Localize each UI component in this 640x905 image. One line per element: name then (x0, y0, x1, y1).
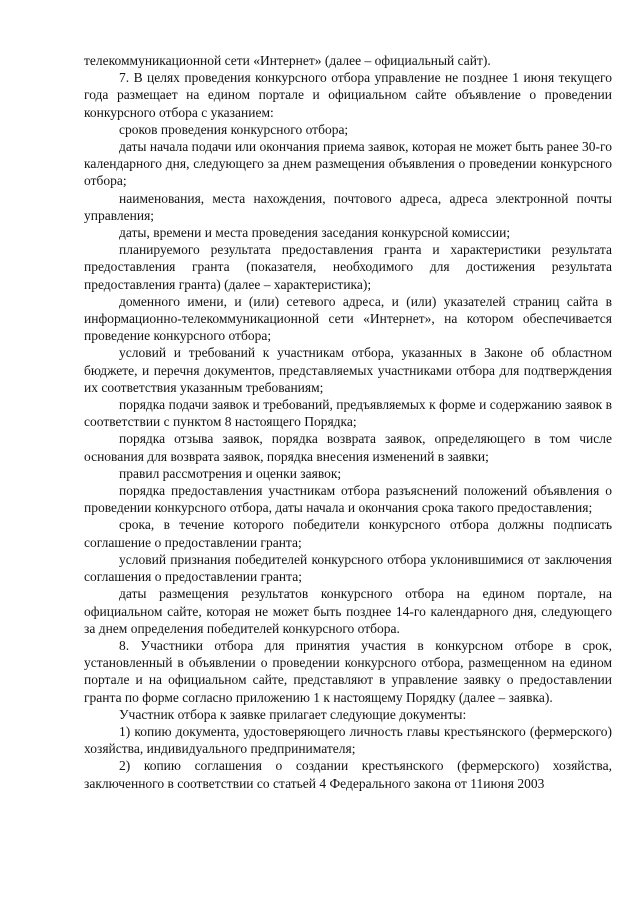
paragraph: срока, в течение которого победители конкурсного отбора должны подписать соглашение о предоставлении гранта; (84, 517, 612, 550)
paragraph: условий признания победителей конкурсного отбора уклонившимися от заключения соглашения о предоставлении гранта; (84, 551, 612, 585)
paragraph: 8. Участники отбора для принятия участия в конкурсном отборе в срок, установленный в объявлении о проведении конкурсного отбора, размещенном на едином портале и на официальном сайте, представляют в управление заявку о предоставлении гранта по форме согласно приложению 1 к настоящему Порядку (далее – заявка). (84, 637, 612, 705)
paragraph: телекоммуникационной сети «Интернет» (далее – официальный сайт). (84, 53, 491, 68)
paragraph: Участник отбора к заявке прилагает следующие документы: (119, 706, 467, 722)
document-page (84, 52, 612, 792)
paragraph: 2) копию соглашения о создании крестьянского (фермерского) хозяйства, заключенного в соответствии со статьей 4 Федерального закона от 11июня 2003 (84, 758, 612, 791)
paragraph: сроков проведения конкурсного отбора; (119, 121, 349, 137)
paragraph: 1) копию документа, удостоверяющего личность главы крестьянского (фермерского) хозяйства, индивидуального предпринимателя; (84, 723, 612, 757)
paragraph: 7. В целях проведения конкурсного отбора управление не позднее 1 июня текущего года размещает на едином портале и официальном сайте объявление о проведении конкурсного отбора с указанием: (84, 70, 612, 120)
paragraph: даты, времени и места проведения заседания конкурсной комиссии; (119, 225, 511, 241)
paragraph: доменного имени, и (или) сетевого адреса, и (или) указателей страниц сайта в информационно-телекоммуникационной сети «Интернет», на котором обеспечивается проведение конкурсного отбора; (84, 293, 612, 344)
paragraph: порядка предоставления участникам отбора разъяснений положений объявления о проведении конкурсного отбора, даты начала и окончания срока такого предоставления; (84, 483, 612, 516)
paragraph: порядка подачи заявок и требований, предъявляемых к форме и содержанию заявок в соответствии с пунктом 8 настоящего Порядка; (84, 397, 612, 430)
paragraph: даты размещения результатов конкурсного отбора на едином портале, на официальном сайте, которая не может быть позднее 14-го календарного дня, следующего за днем определения победителей конкурсного отбора. (84, 586, 612, 636)
paragraph: порядка отзыва заявок, порядка возврата заявок, определяющего в том числе основания для возврата заявок, порядка внесения изменений в заявки; (84, 431, 612, 464)
paragraph: правил рассмотрения и оценки заявок; (119, 465, 342, 481)
paragraph: условий и требований к участникам отбора, указанных в Законе об областном бюджете, и перечня документов, представляемых участниками отбора для подтверждения их соответствия указанным требованиям; (84, 345, 612, 395)
paragraph: наименования, места нахождения, почтового адреса, адреса электронной почты управления; (84, 190, 612, 223)
paragraph: планируемого результата предоставления гранта и характеристики результата предоставления гранта (показателя, необходимого для достижения результата предоставления гранта) (далее – характеристика); (84, 242, 612, 292)
paragraph: даты начала подачи или окончания приема заявок, которая не может быть ранее 30-го календарного дня, следующего за днем размещения объявления о проведении конкурсного отбора; (84, 139, 612, 189)
